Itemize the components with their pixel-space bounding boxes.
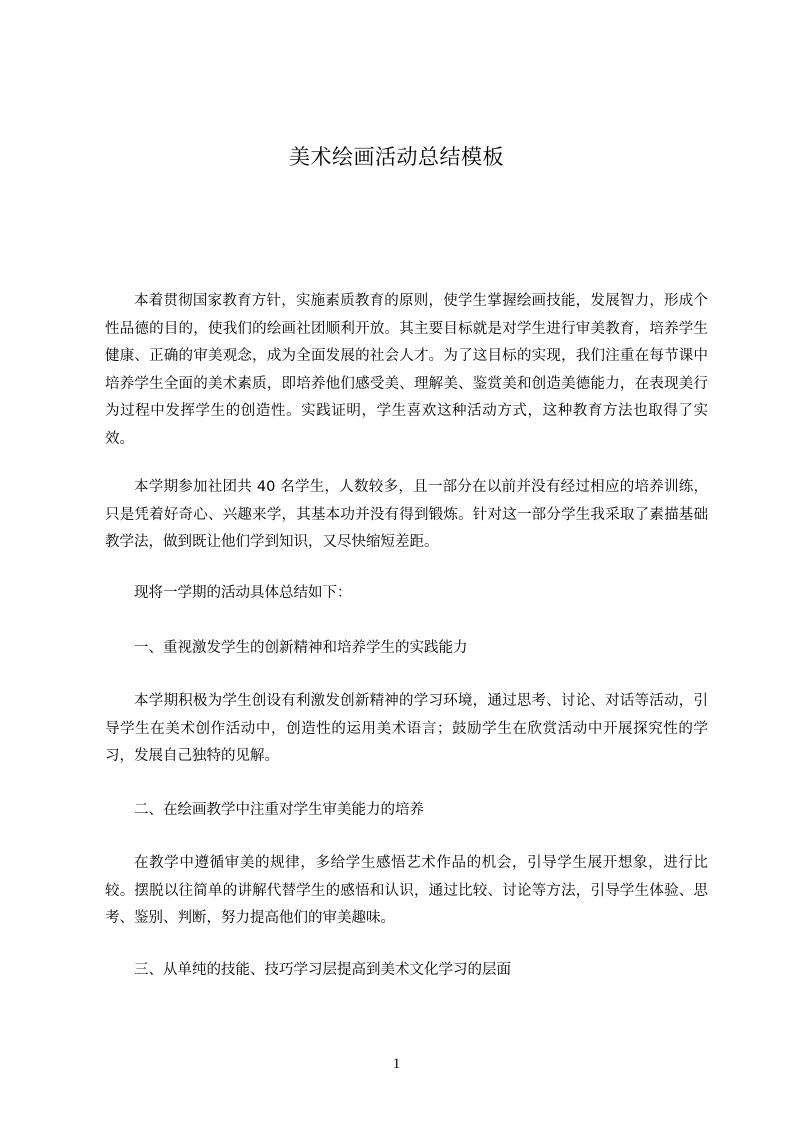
- paragraph-enrollment: [105, 474, 708, 557]
- section-heading-text: 二、在绘画教学中注重对学生审美能力的培养: [134, 802, 424, 818]
- paragraph-text: 本着贯彻国家教育方针，实施素质教育的原则，使学生掌握绘画技能，发展智力，形成个性品德的目的，使我们的绘画社团顺利开放。其主要目标就是对学生进行审美教育，培养学生健康、正确的审美观念，成为全面发展的社会人才。为了这目标的实现，我们注重在每节课中培养学生全面的美术素质，即培养他们感受美、理解美、鉴赏美和创造美德能力，在表现美行为过程中发挥学生的创造性。实践证明，学生喜欢这种活动方式，这种教育方法也取得了实效。: [105, 293, 708, 447]
- section-heading-text: 一、重视激发学生的创新精神和培养学生的实践能力: [134, 640, 468, 656]
- paragraph-text: 本学期积极为学生创设有利激发创新精神的学习环境，通过思考、讨论、对话等活动，引导学生在美术创作活动中，创造性的运用美术语言；鼓励学生在欣赏活动中开展探究性的学习，发展自己独特的见解。: [105, 693, 708, 765]
- paragraph-text: 本学期参加社团共 40 名学生，人数较多，且一部分在以前并没有经过相应的培养训练，只是凭着好奇心、兴趣来学，其基本功并没有得到锻炼。针对这一部分学生我采取了素描基础教学法，做到既让他们学到知识，又尽快缩短差距。: [105, 479, 708, 551]
- paragraph-purpose: [105, 288, 708, 454]
- paragraph-text: 在教学中遵循审美的规律，多给学生感悟艺术作品的机会，引导学生展开想象，进行比较。摆脱以往简单的讲解代替学生的感悟和认识，通过比较、讨论等方法，引导学生体验、思考、鉴别、判断，努力提高他们的审美趣味。: [105, 855, 708, 927]
- paragraph-summary-intro: [105, 580, 708, 608]
- paragraph-section-1: [105, 688, 708, 771]
- section-heading-text: 三、从单纯的技能、技巧学习层提高到美术文化学习的层面: [134, 962, 511, 978]
- page-number: 1: [392, 1056, 401, 1072]
- section-heading-3: [105, 957, 708, 985]
- paragraph-section-2: [105, 850, 708, 933]
- section-heading-1: [105, 635, 708, 663]
- document-title: 美术绘画活动总结模板: [289, 145, 504, 169]
- section-heading-2: [105, 797, 708, 825]
- paragraph-text: 现将一学期的活动具体总结如下：: [134, 585, 352, 601]
